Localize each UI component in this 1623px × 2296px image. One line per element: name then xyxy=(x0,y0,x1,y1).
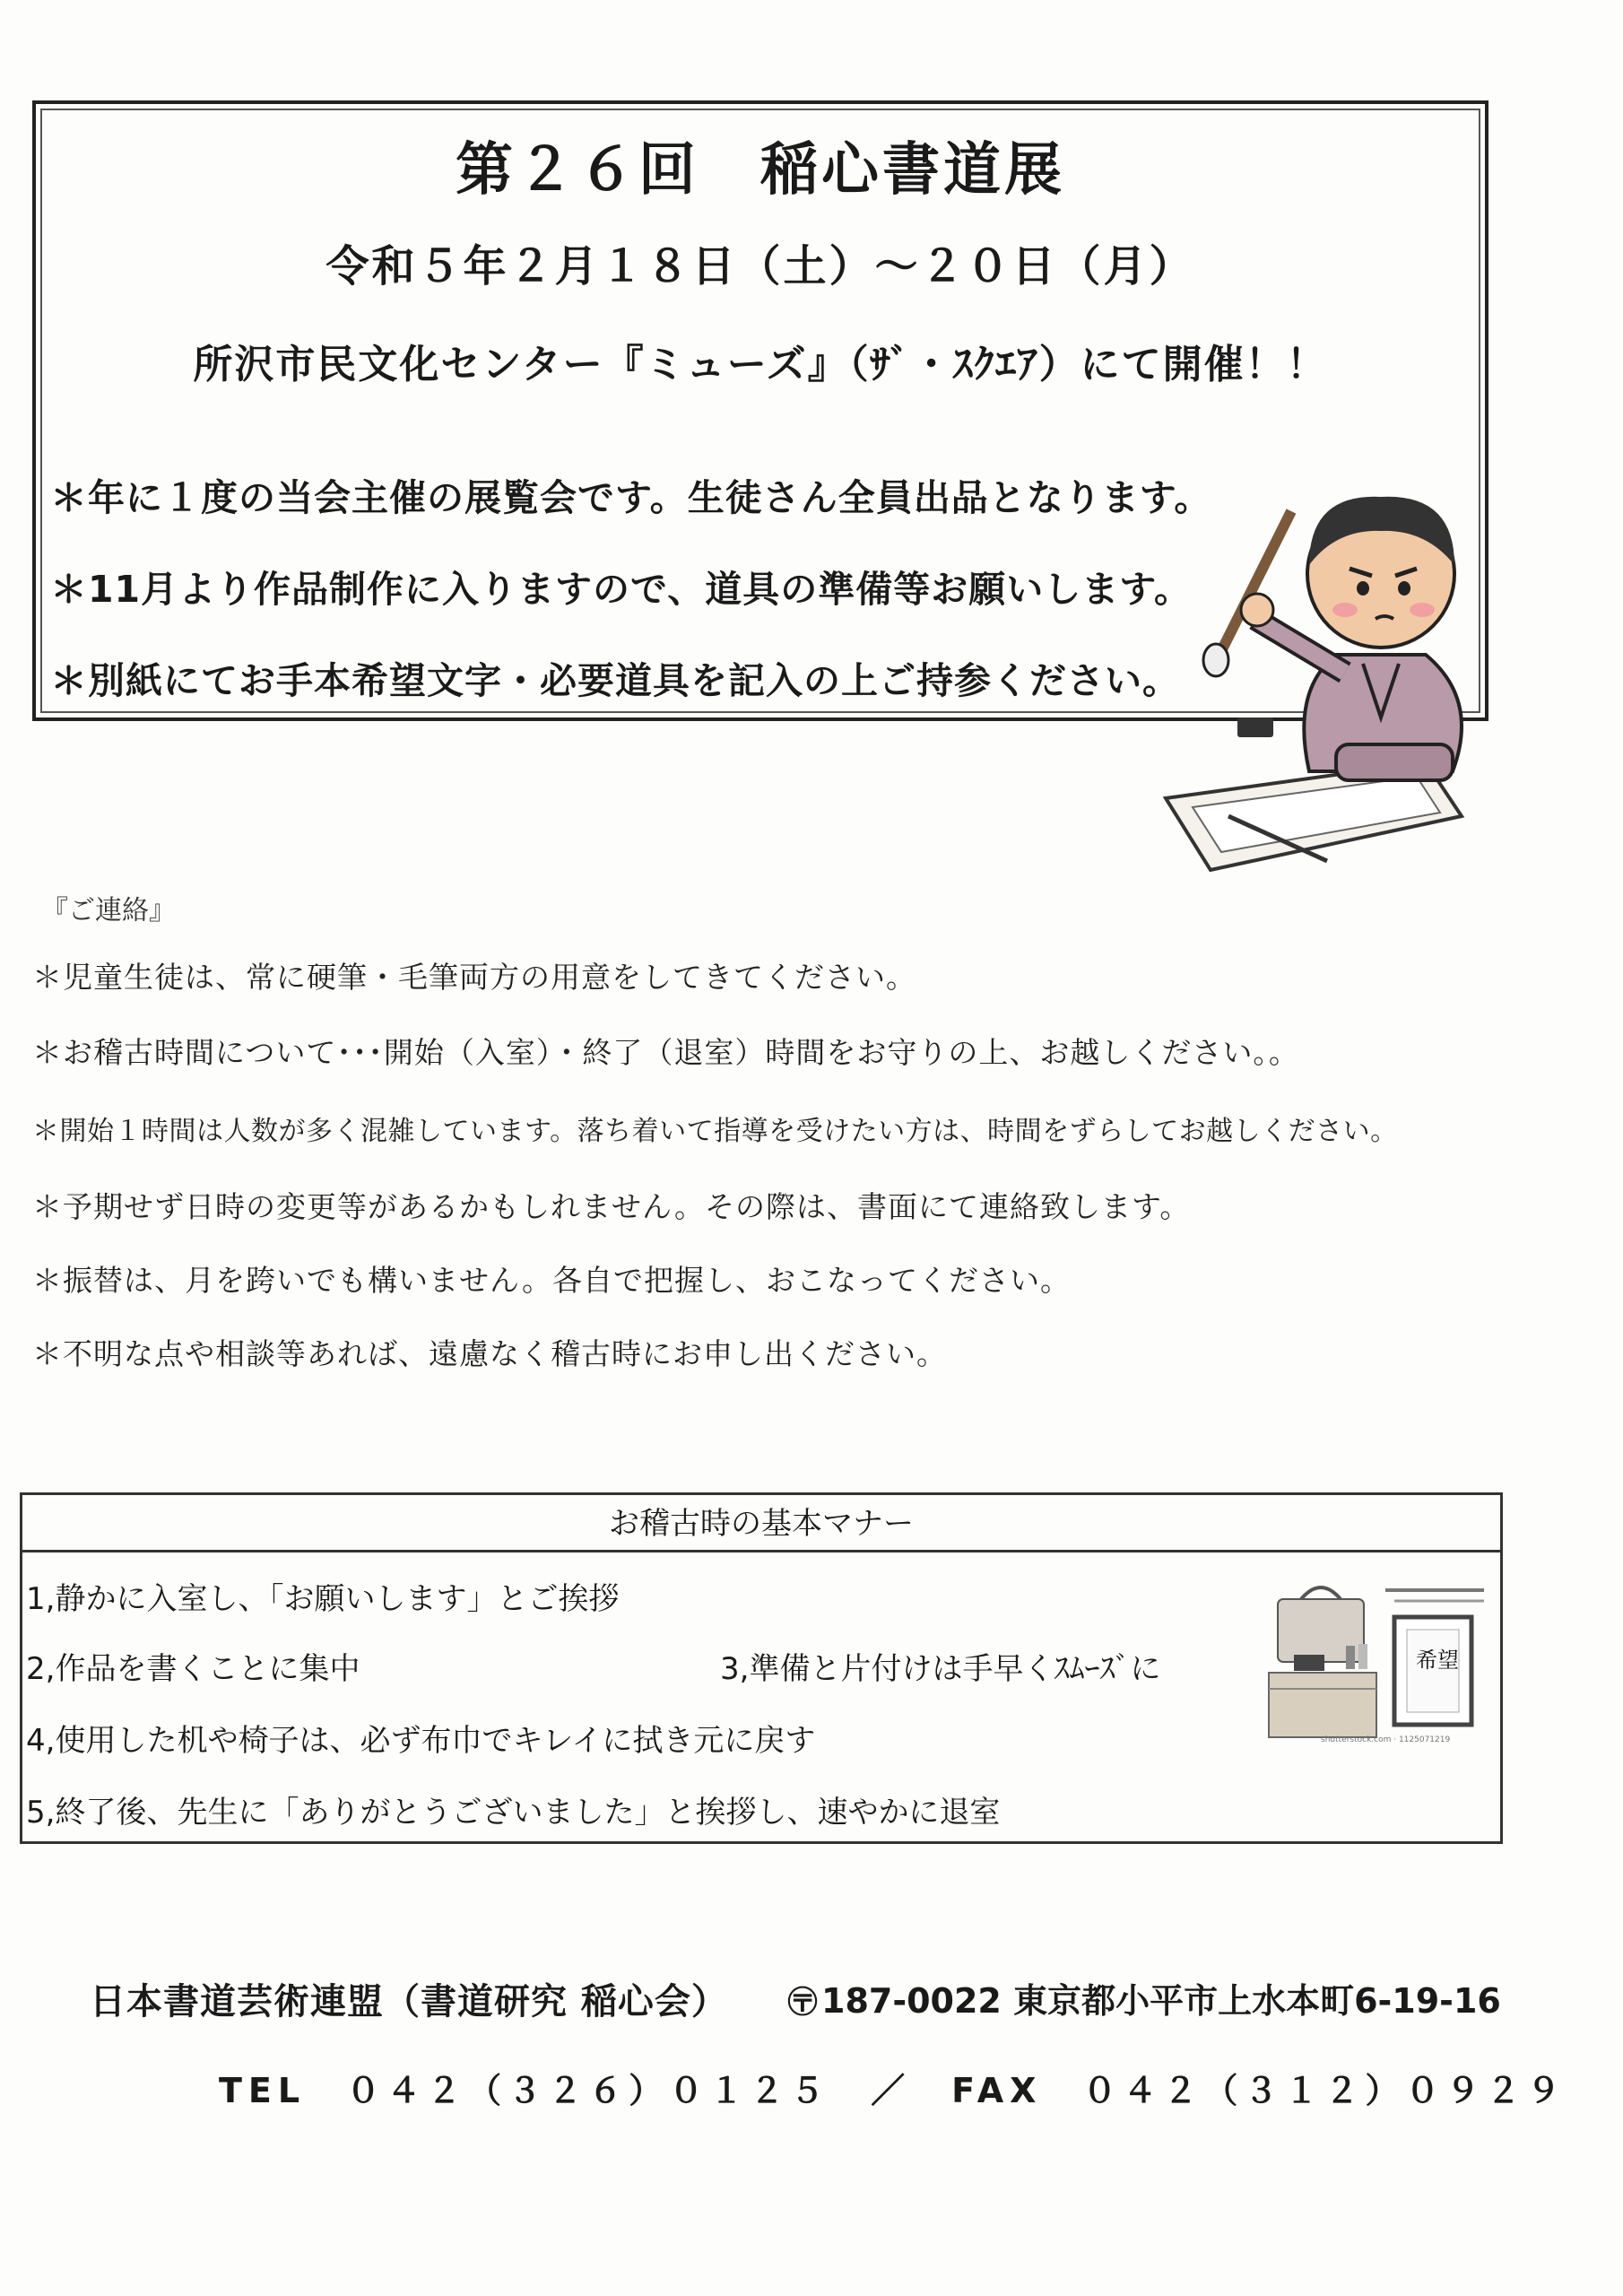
manners-table xyxy=(20,1492,1503,1844)
contact-item: ＊振替は、月を跨いでも構いません。各自で把握し、おこなってください。 xyxy=(32,1263,1071,1298)
contact-heading: 『ご連絡』 xyxy=(41,895,176,926)
postal-address xyxy=(787,1973,1501,2022)
event-note: ＊別紙にてお手本希望文字・必要道具を記入の上ご持参ください。 xyxy=(50,659,1180,702)
event-note: ＊年に１度の当会主催の展覧会です。生徒さん全員出品となります。 xyxy=(50,476,1212,519)
event-venue: 所沢市民文化センター『ミューズ』（ｻﾞ・ｽｸｴｱ）にて開催！！ xyxy=(193,342,1328,387)
postal-mark-icon: 〶 xyxy=(787,1985,818,2021)
manner-item: 3,準備と片付けは手早くｽﾑｰｽﾞに xyxy=(720,1651,1161,1687)
contact-item: ＊児童生徒は、常に硬筆・毛筆両方の用意をしてきてください。 xyxy=(32,960,916,995)
event-date: 令和５年２月１８日（土）～２０日（月） xyxy=(325,241,1195,291)
organization-name: 日本書道芸術連盟（書道研究 稲心会） xyxy=(90,1981,728,2022)
manner-item: 4,使用した机や椅子は、必ず布巾でキレイに拭き元に戻す xyxy=(26,1723,816,1759)
manners-title: お稽古時の基本マナー xyxy=(22,1495,1500,1552)
calligrapher-illustration xyxy=(1157,475,1515,888)
contact-item: ＊不明な点や相談等あれば、遠慮なく稽古時にお申し出ください。 xyxy=(32,1336,947,1371)
contact-item: ＊開始１時間は人数が多く混雑しています。落ち着いて指導を受けたい方は、時間をずらしてお越しください。 xyxy=(32,1116,1398,1147)
manner-item: 1,静かに入室し、「お願いします」とご挨拶 xyxy=(26,1581,620,1617)
manner-item: 5,終了後、先生に「ありがとうございました」と挨拶し、速やかに退室 xyxy=(26,1795,1001,1831)
phone-fax: TEL ０４２（３２６）０１２５ ／ FAX ０４２（３１２）０９２９ xyxy=(219,2071,1567,2110)
contact-item: ＊お稽古時間について･･･開始（入室）・終了（退室）時間をお守りの上、お越しください。。 xyxy=(32,1035,1299,1070)
image-credit: shutterstock.com · 1125071219 xyxy=(1321,1735,1451,1744)
calligraphy-tools-illustration xyxy=(1260,1572,1502,1761)
framed-characters: 希望 xyxy=(1416,1648,1459,1673)
manner-item: 2,作品を書くことに集中 xyxy=(26,1651,360,1687)
event-note: ＊11月より作品制作に入りますので、道具の準備等お願いします。 xyxy=(50,568,1192,611)
contact-item: ＊予期せず日時の変更等があるかもしれません。その際は、書面にて連絡致します。 xyxy=(32,1189,1191,1224)
event-title: 第２６回 稲心書道展 xyxy=(456,137,1065,204)
address-text: 187-0022 東京都小平市上水本町6-19-16 xyxy=(821,1981,1501,2021)
